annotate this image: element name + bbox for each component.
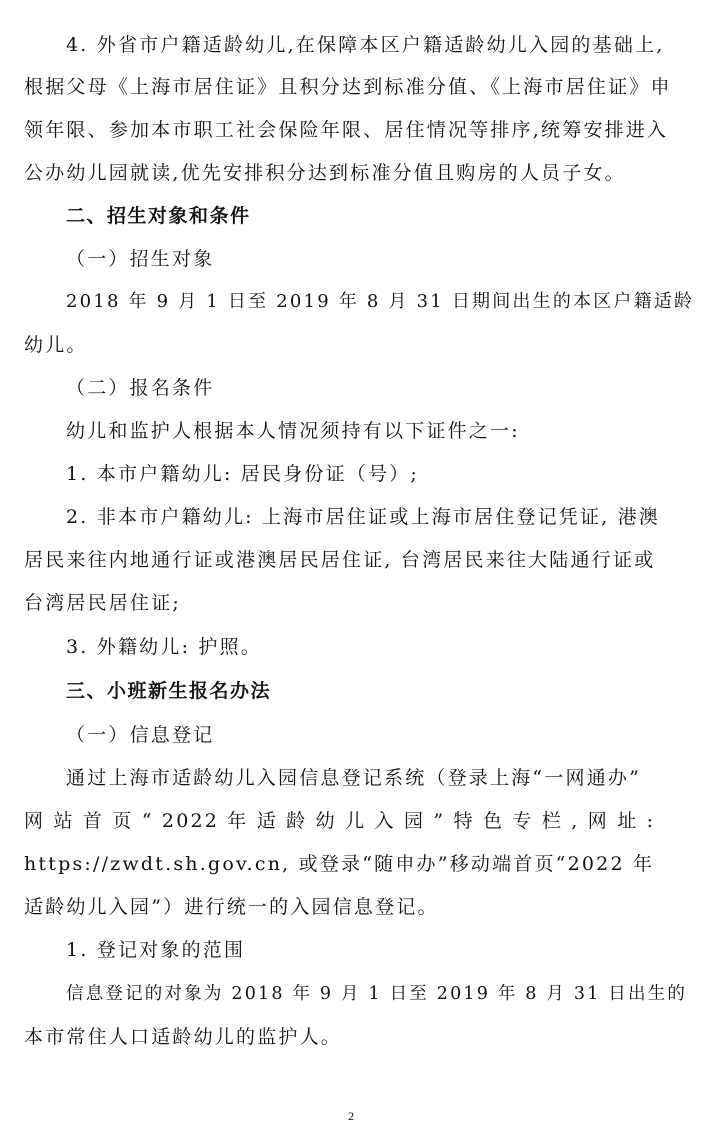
paragraph-line: 网 站 首 页 “ 2022 年 适 龄 幼 儿 入 园 ” 特 色 专 栏 , 网 址 :: [24, 810, 656, 832]
list-item: 2. 非本市户籍幼儿: 上海市居住证或上海市居住登记凭证, 港澳: [66, 506, 661, 528]
paragraph-line: 2018 年 9 月 1 日至 2019 年 8 月 31 日期间出生的本区户籍适龄: [66, 291, 695, 312]
paragraph-line: 本市常住人口适龄幼儿的监护人。: [24, 1026, 343, 1048]
list-item: 1. 本市户籍幼儿: 居民身份证（号）;: [66, 463, 420, 485]
paragraph-line: 幼儿。: [24, 334, 88, 356]
subsection-heading: （一）招生对象: [66, 248, 215, 270]
paragraph-line: 根据父母《上海市居住证》且积分达到标准分值、《上海市居住证》申: [24, 76, 672, 98]
paragraph-line: 公办幼儿园就读,优先安排积分达到标准分值且购房的人员子女。: [24, 162, 626, 184]
subsection-heading: （一）信息登记: [66, 724, 215, 746]
paragraph-line: 通过上海市适龄幼儿入园信息登记系统（登录上海“一网通办”: [66, 767, 642, 789]
paragraph-line: 4. 外省市户籍适龄幼儿,在保障本区户籍适龄幼儿入园的基础上,: [66, 34, 665, 56]
paragraph-line: 适龄幼儿入园”）进行统一的入园信息登记。: [24, 896, 439, 918]
paragraph-line: https://zwdt.sh.gov.cn, 或登录“随申办”移动端首页“2022 年: [24, 853, 655, 875]
list-item: 3. 外籍幼儿: 护照。: [66, 636, 263, 658]
paragraph-line: 幼儿和监护人根据本人情况须持有以下证件之一:: [66, 420, 520, 442]
section-heading: 三、小班新生报名办法: [66, 680, 272, 702]
section-heading: 二、招生对象和条件: [66, 205, 251, 227]
paragraph-line: 台湾居民居住证;: [24, 592, 182, 614]
subsection-heading: （二）报名条件: [66, 377, 215, 399]
paragraph-line: 领年限、参加本市职工社会保险年限、居住情况等排序,统筹安排进入: [24, 119, 669, 141]
paragraph-line: 居民来往内地通行证或港澳居民居住证, 台湾居民来往大陆通行证或: [24, 549, 656, 571]
page-number: 2: [348, 1109, 354, 1123]
list-item: 1. 登记对象的范围: [66, 939, 246, 961]
paragraph-line: 信息登记的对象为 2018 年 9 月 1 日至 2019 年 8 月 31 日出生的: [66, 984, 688, 1004]
